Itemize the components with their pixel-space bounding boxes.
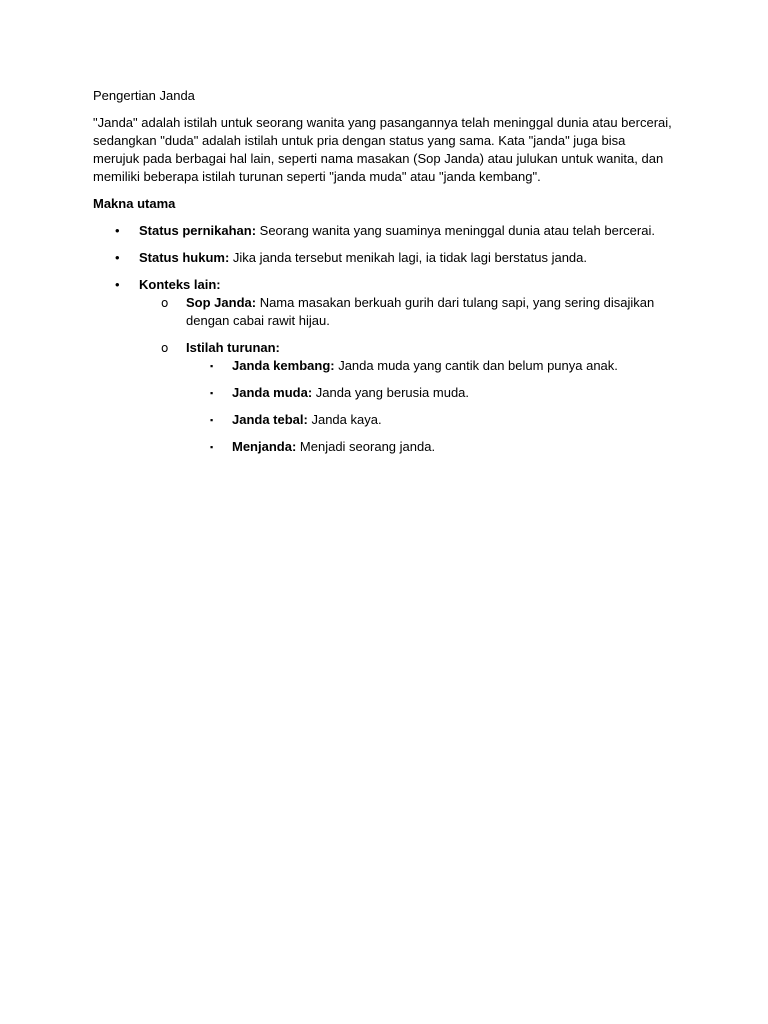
square-bullet-icon: ▪ bbox=[210, 442, 214, 452]
list-item-status-pernikahan bbox=[93, 222, 673, 240]
list-item-istilah-turunan bbox=[139, 339, 673, 456]
list-item-status-hukum bbox=[93, 249, 673, 267]
document-title: Pengertian Janda bbox=[93, 88, 195, 103]
document-page bbox=[93, 87, 673, 465]
circle-bullet-icon: o bbox=[161, 341, 169, 355]
item-text: Janda muda yang cantik dan belum punya anak. bbox=[334, 358, 618, 373]
item-label: Konteks lain: bbox=[139, 277, 221, 292]
item-label: Janda tebal: bbox=[232, 412, 308, 427]
item-label: Sop Janda: bbox=[186, 295, 257, 310]
main-list bbox=[93, 222, 673, 456]
circle-bullet-icon: o bbox=[161, 296, 169, 310]
section-heading: Makna utama bbox=[93, 196, 176, 211]
list-item-janda-muda bbox=[186, 384, 673, 402]
item-label: Janda muda: bbox=[232, 385, 313, 400]
bullet-icon: • bbox=[115, 277, 120, 292]
intro-paragraph: "Janda" adalah istilah untuk seorang wanita yang pasangannya telah meninggal dunia atau bercerai, sedangkan "duda" adalah istilah untuk pria dengan status yang sama. Kata "janda" juga bisa merujuk pada berbagai hal lain, seperti nama masakan (Sop Janda) atau julukan untuk wanita, dan memiliki beberapa istilah turunan seperti "janda muda" atau "janda kembang". bbox=[93, 115, 672, 184]
konteks-sublist bbox=[139, 294, 673, 456]
item-text: Seorang wanita yang suaminya meninggal dunia atau telah bercerai. bbox=[256, 223, 655, 238]
item-label: Istilah turunan: bbox=[186, 340, 280, 355]
item-text: Nama masakan berkuah gurih dari tulang sapi, yang sering disajikan dengan cabai rawit hijau. bbox=[186, 295, 655, 328]
square-bullet-icon: ▪ bbox=[210, 361, 214, 371]
bullet-icon: • bbox=[115, 250, 120, 265]
item-label: Menjanda: bbox=[232, 439, 297, 454]
item-text: Jika janda tersebut menikah lagi, ia tidak lagi berstatus janda. bbox=[229, 250, 588, 265]
list-item-sop-janda bbox=[139, 294, 673, 330]
list-item-konteks-lain bbox=[93, 276, 673, 456]
list-item-janda-tebal bbox=[186, 411, 673, 429]
list-item-menjanda bbox=[186, 438, 673, 456]
item-label: Status hukum: bbox=[139, 250, 230, 265]
square-bullet-icon: ▪ bbox=[210, 415, 214, 425]
bullet-icon: • bbox=[115, 223, 120, 238]
turunan-sublist bbox=[186, 357, 673, 456]
item-text: Janda yang berusia muda. bbox=[312, 385, 470, 400]
square-bullet-icon: ▪ bbox=[210, 388, 214, 398]
item-text: Menjadi seorang janda. bbox=[296, 439, 436, 454]
item-label: Janda kembang: bbox=[232, 358, 335, 373]
list-item-janda-kembang bbox=[186, 357, 673, 375]
item-label: Status pernikahan: bbox=[139, 223, 257, 238]
item-text: Janda kaya. bbox=[307, 412, 382, 427]
